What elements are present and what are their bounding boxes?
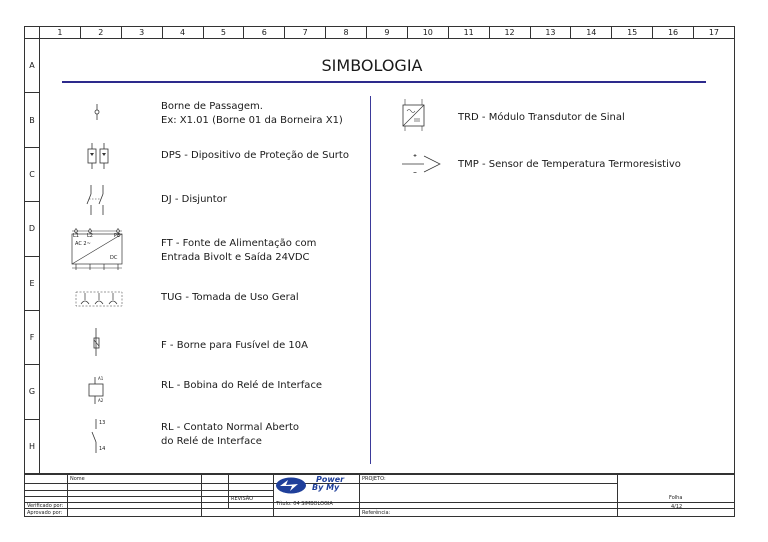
tug-label-line1: TUG - Tomada de Uso Geral: [161, 292, 299, 303]
tb-sheet-label: Folha: [669, 495, 683, 501]
tb-sheet-number: 4/12: [671, 504, 683, 510]
column-marker: 2: [81, 27, 122, 38]
column-divider: [370, 96, 371, 464]
surge-protector-icon: [85, 143, 111, 171]
row-marker: B: [25, 93, 39, 147]
terminal-label: [161, 100, 343, 128]
terminal-label-line1: Borne de Passagem.: [161, 101, 263, 112]
contact-label-line1: RL - Contato Normal Aberto: [161, 422, 300, 433]
psu-ac-mark: AC 2~: [75, 241, 91, 247]
psu-label-line2: Entrada Bivolt e Saída 24VDC: [161, 252, 310, 263]
power-supply-icon: [70, 228, 126, 270]
contact-label-line2: do Relé de Interface: [161, 436, 262, 447]
temperature-sensor-icon: [402, 151, 442, 177]
tb-name-label: Nome: [70, 476, 85, 482]
relay-coil-label-line1: RL - Bobina do Relé de Interface: [161, 380, 323, 391]
fuse-label-line1: F - Borne para Fusível de 10A: [161, 340, 308, 351]
column-marker: 12: [490, 27, 531, 38]
transducer-icon: [400, 97, 430, 133]
column-marker: 11: [449, 27, 490, 38]
column-marker: 17: [708, 28, 720, 37]
row-marker: E: [25, 257, 39, 311]
row-marker: A: [25, 39, 39, 93]
terminal-symbol-icon: [90, 104, 104, 120]
tb-revision-label: REVISÃO: [231, 496, 254, 502]
tb-project-label: PROJETO:: [362, 476, 386, 482]
logo-wordmark: [312, 476, 344, 492]
column-marker: 1: [40, 27, 81, 38]
breaker-label-line1: DJ - Disjuntor: [161, 194, 227, 205]
circuit-breaker-icon: [85, 185, 111, 215]
psu-l1-mark: L1: [73, 233, 79, 239]
column-marker: 3: [122, 27, 163, 38]
column-marker: 13: [531, 27, 572, 38]
column-marker: 9: [367, 27, 408, 38]
no-contact-icon: [88, 419, 110, 455]
psu-pe-mark: PE: [114, 233, 121, 239]
row-marker: C: [25, 148, 39, 202]
trd-label: [458, 111, 625, 125]
coil-a2-mark: A2: [98, 398, 104, 403]
logo-line2: By My: [312, 483, 340, 492]
contact-14-mark: 14: [99, 446, 106, 452]
terminal-label-line2: Ex: X1.01 (Borne 01 da Borneira X1): [161, 115, 343, 126]
tb-reference-label: Referência:: [362, 510, 391, 516]
column-marker: 8: [326, 27, 367, 38]
column-marker: 14: [571, 27, 612, 38]
title-block: [24, 474, 735, 517]
psu-dc-mark: DC: [110, 255, 118, 261]
row-ruler: [24, 38, 40, 474]
tb-title-label: Título: 04 SIMBOLOGIA: [276, 501, 333, 507]
column-marker: 7: [285, 27, 326, 38]
logo-line1: Power: [316, 475, 345, 484]
drawing-frame: [39, 38, 735, 474]
title-underline: [62, 81, 706, 83]
row-marker: G: [25, 365, 39, 419]
dps-label-line1: DPS - Dipositivo de Proteção de Surto: [161, 150, 349, 161]
row-marker: D: [25, 202, 39, 256]
coil-a1-mark: A1: [98, 376, 104, 381]
relay-coil-label: [161, 379, 322, 393]
fuse-label: [161, 339, 308, 353]
row-marker: F: [25, 311, 39, 365]
column-marker: 5: [204, 27, 245, 38]
column-marker: 15: [612, 27, 653, 38]
contact-13-mark: 13: [99, 420, 106, 426]
column-marker: 6: [244, 27, 285, 38]
breaker-label: [161, 193, 227, 207]
fuse-terminal-icon: [90, 328, 104, 356]
trd-label-line1: TRD - Módulo Transdutor de Sinal: [458, 112, 625, 123]
column-marker: 10: [408, 27, 449, 38]
tmp-label-line1: TMP - Sensor de Temperatura Termoresistivo: [458, 159, 681, 170]
relay-coil-icon: [86, 377, 110, 405]
tmp-label: [458, 158, 681, 172]
column-marker: 4: [163, 27, 204, 38]
tug-label: [161, 291, 299, 305]
tb-approved-label: Aprovado por:: [27, 510, 63, 516]
column-marker: 16: [653, 27, 694, 38]
psu-l2-mark: L2: [87, 233, 93, 239]
psu-label-line1: FT - Fonte de Alimentação com: [161, 238, 317, 249]
tb-verified-label: Verificado por:: [27, 503, 64, 509]
contact-label: [161, 421, 299, 449]
dps-label: [161, 149, 349, 163]
row-marker: H: [28, 441, 35, 451]
socket-outlet-icon: [74, 290, 126, 308]
page-title: SIMBOLOGIA: [321, 56, 423, 75]
psu-label: [161, 237, 316, 265]
